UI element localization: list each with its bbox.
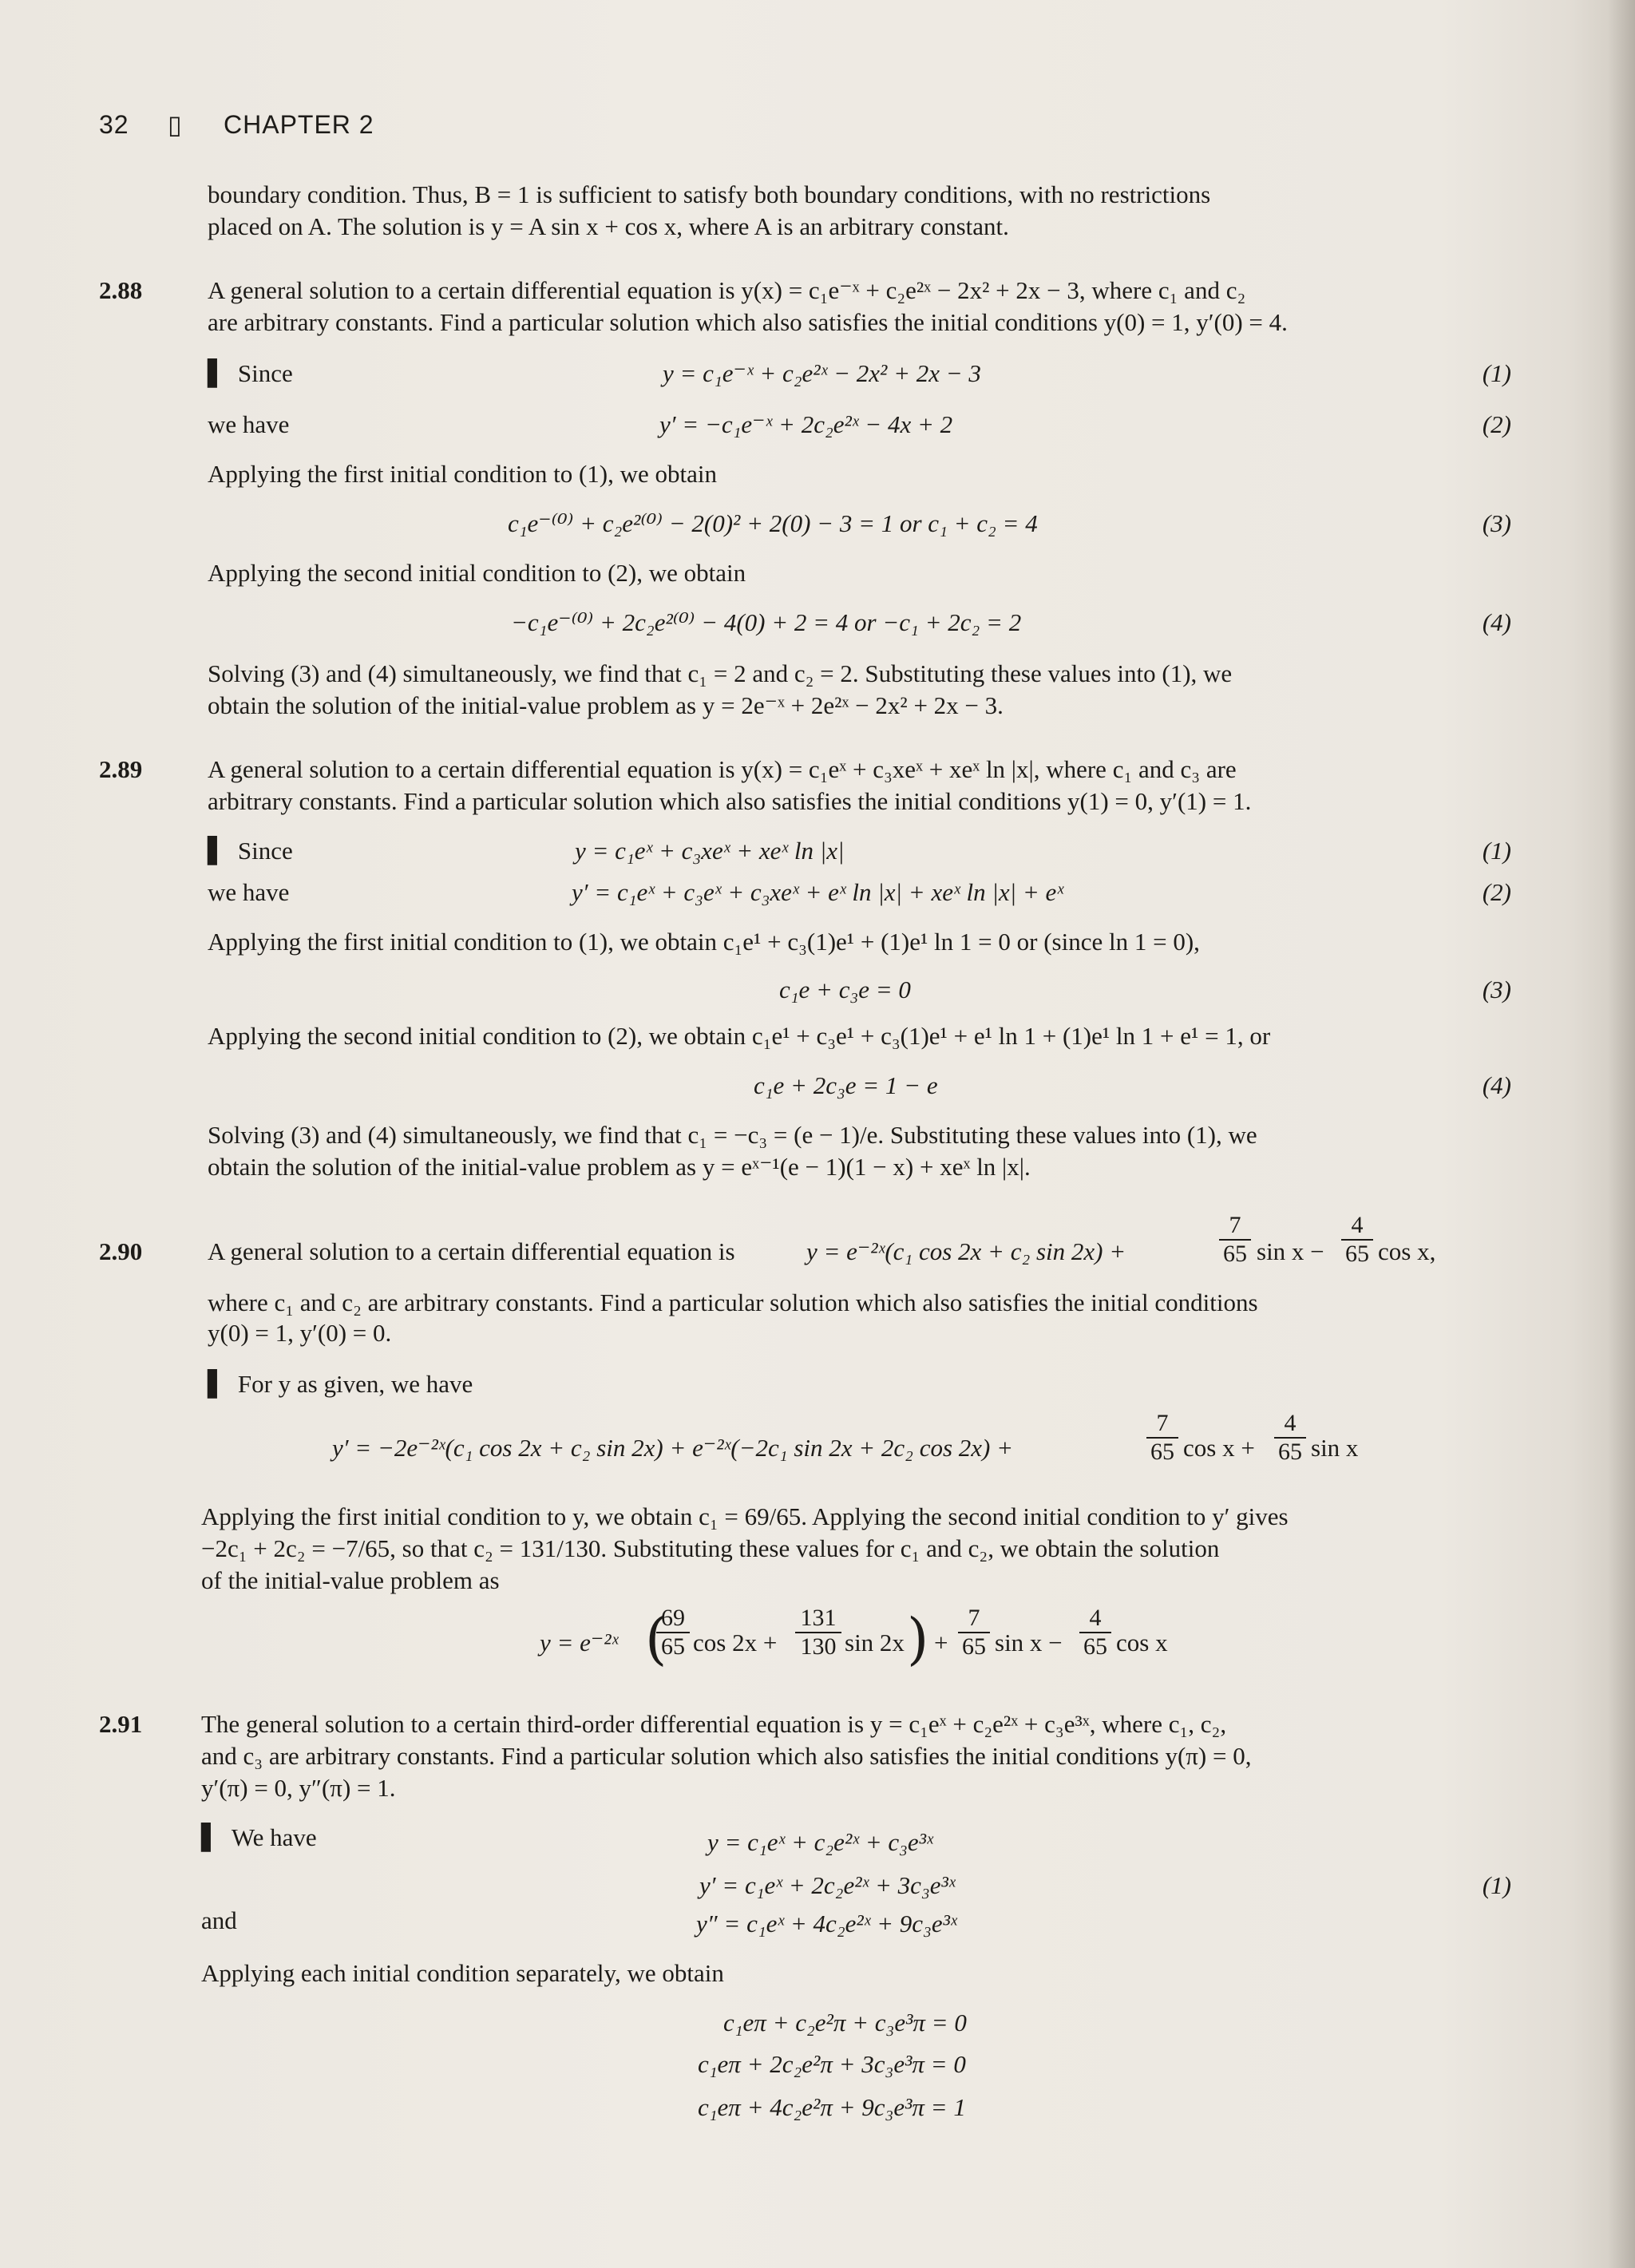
- p289-we-have: we have: [208, 878, 290, 906]
- intro-line-2: placed on A. The solution is y = A sin x + cos x, where A is an arbitrary constant.: [208, 212, 1009, 240]
- problem-number-2-89: 2.89: [99, 755, 143, 783]
- problem-number-2-91: 2.91: [99, 1710, 143, 1738]
- p290-statement-lead: A general solution to a certain differential equation is: [208, 1237, 735, 1265]
- p289-eq3: c₁e + c₃e = 0: [779, 976, 911, 1003]
- p290-statement-1: where c₁ and c₂ are arbitrary constants. Find a particular solution which also satisfies the initial conditions: [208, 1288, 1258, 1316]
- p291-statement-2: and c₃ are arbitrary constants. Find a particular solution which also satisfies the initial conditions y(π) = 0,: [201, 1742, 1252, 1770]
- p289-apply-2: Applying the second initial condition to (2), we obtain c₁e¹ + c₃e¹ + c₃(1)e¹ + e¹ ln 1 + (1)e¹ ln 1 + e¹ = 1, or: [208, 1022, 1271, 1050]
- p291-system-2: c₁eπ + 2c₂e²π + 3c₃e³π = 0: [698, 2050, 966, 2078]
- p290-solution-sin: sin 2x: [845, 1629, 905, 1656]
- p289-label-3: (3): [1482, 976, 1511, 1003]
- fraction-7-65: 7 65: [958, 1605, 990, 1660]
- p288-statement-1: A general solution to a certain differential equation is y(x) = c₁e⁻ˣ + c₂e²ˣ − 2x² + 2x − 3, where c₁ and c₂: [208, 276, 1246, 304]
- p291-and: and: [201, 1906, 237, 1934]
- page-edge-shadow: [1608, 0, 1635, 2268]
- p288-since: ▌ Since: [208, 359, 293, 388]
- page-number: 32: [99, 110, 129, 139]
- fraction-131-130: 131 130: [795, 1605, 841, 1660]
- p288-label-3: (3): [1482, 509, 1511, 537]
- p288-label-1: (1): [1482, 359, 1511, 387]
- problem-number-2-88: 2.88: [99, 276, 143, 304]
- p288-eq3: c₁e⁻⁽⁰⁾ + c₂e²⁽⁰⁾ − 2(0)² + 2(0) − 3 = 1 or c₁ + c₂ = 4: [508, 509, 1038, 537]
- p291-apply: Applying each initial condition separately, we obtain: [201, 1959, 724, 1987]
- p289-label-1: (1): [1482, 837, 1511, 865]
- p288-apply-1: Applying the first initial condition to (1), we obtain: [208, 460, 717, 488]
- p289-eq1: y = c₁eˣ + c₃xeˣ + xeˣ ln |x|: [575, 837, 845, 865]
- solution-mark-icon: ▌: [208, 837, 227, 865]
- p290-solution-y: y = e⁻²ˣ: [540, 1629, 619, 1656]
- p289-label-4: (4): [1482, 1071, 1511, 1099]
- solution-mark-icon: ▌: [208, 359, 227, 388]
- fraction-4-65: 4 65: [1341, 1212, 1373, 1268]
- p289-apply-1: Applying the first initial condition to (1), we obtain c₁e¹ + c₃(1)e¹ + (1)e¹ ln 1 = 0 or (since ln 1 = 0),: [208, 928, 1200, 956]
- fraction-69-65: 69 65: [656, 1605, 690, 1660]
- p290-derivative-mid: cos x +: [1183, 1434, 1255, 1462]
- p289-statement-1: A general solution to a certain differential equation is y(x) = c₁eˣ + c₃xeˣ + xeˣ ln |x|, where c₁ and c₃ are: [208, 755, 1237, 783]
- p288-eq1: y = c₁e⁻ˣ + c₂e²ˣ − 2x² + 2x − 3: [663, 359, 981, 387]
- p291-eq-a: y = c₁eˣ + c₂e²ˣ + c₃e³ˣ: [707, 1828, 933, 1856]
- p290-apply-3: of the initial-value problem as: [201, 1566, 500, 1594]
- p290-solution-plus: +: [934, 1629, 948, 1656]
- p289-solve-1: Solving (3) and (4) simultaneously, we find that c₁ = −c₃ = (e − 1)/e. Substituting these values into (1), we: [208, 1121, 1257, 1149]
- chapter-title: CHAPTER 2: [224, 110, 374, 139]
- p290-statement-eq: y = e⁻²ˣ(c₁ cos 2x + c₂ sin 2x) +: [806, 1237, 1126, 1265]
- p290-solution-sinx: sin x −: [995, 1629, 1063, 1656]
- p289-solve-2: obtain the solution of the initial-value problem as y = eˣ⁻¹(e − 1)(1 − x) + xeˣ ln |x|.: [208, 1153, 1031, 1181]
- p290-derivative-eq: y′ = −2e⁻²ˣ(c₁ cos 2x + c₂ sin 2x) + e⁻²ˣ(−2c₁ sin 2x + 2c₂ cos 2x) +: [332, 1434, 1014, 1462]
- p290-for-y: ▌ For y as given, we have: [208, 1370, 473, 1399]
- p291-label-1: (1): [1482, 1871, 1511, 1899]
- solution-mark-icon: ▌: [201, 1823, 220, 1852]
- p288-label-4: (4): [1482, 608, 1511, 636]
- p289-label-2: (2): [1482, 878, 1511, 906]
- problem-number-2-90: 2.90: [99, 1237, 143, 1265]
- left-paren: (: [645, 1606, 667, 1672]
- p288-apply-2: Applying the second initial condition to (2), we obtain: [208, 559, 746, 587]
- p290-statement-mid: sin x −: [1257, 1237, 1324, 1265]
- p288-solve-1: Solving (3) and (4) simultaneously, we find that c₁ = 2 and c₂ = 2. Substituting these values into (1), we: [208, 659, 1233, 687]
- p290-solution-cosx: cos x: [1116, 1629, 1168, 1656]
- p288-statement-2: are arbitrary constants. Find a particular solution which also satisfies the initial conditions y(0) = 1, y′(0) = 4.: [208, 308, 1288, 336]
- p288-we-have: we have: [208, 410, 290, 438]
- p289-eq4: c₁e + 2c₃e = 1 − e: [754, 1071, 938, 1099]
- p291-statement-1: The general solution to a certain third-order differential equation is y = c₁eˣ + c₂e²ˣ + c₃e³ˣ, where c₁, c₂,: [201, 1710, 1227, 1738]
- fraction-7-65: 7 65: [1146, 1410, 1178, 1466]
- fraction-7-65: 7 65: [1219, 1212, 1251, 1268]
- p291-we-have: ▌ We have: [201, 1823, 317, 1852]
- header-separator: ▯: [168, 110, 183, 139]
- p290-apply-2: −2c₁ + 2c₂ = −7/65, so that c₂ = 131/130. Substituting these values for c₁ and c₂, we obtain the solution: [201, 1534, 1220, 1562]
- p291-eq-b: y′ = c₁eˣ + 2c₂e²ˣ + 3c₃e³ˣ: [699, 1871, 956, 1899]
- p291-eq-c: y″ = c₁eˣ + 4c₂e²ˣ + 9c₃e³ˣ: [696, 1910, 957, 1937]
- p291-system-1: c₁eπ + c₂e²π + c₃e³π = 0: [723, 2009, 967, 2036]
- fraction-4-65: 4 65: [1079, 1605, 1111, 1660]
- p290-statement-2: y(0) = 1, y′(0) = 0.: [208, 1319, 392, 1347]
- p288-eq4: −c₁e⁻⁽⁰⁾ + 2c₂e²⁽⁰⁾ − 4(0) + 2 = 4 or −c₁ + 2c₂ = 2: [511, 608, 1022, 636]
- p290-solution-cos: cos 2x +: [693, 1629, 778, 1656]
- p289-eq2: y′ = c₁eˣ + c₃eˣ + c₃xeˣ + eˣ ln |x| + xeˣ ln |x| + eˣ: [572, 878, 1064, 906]
- fraction-4-65: 4 65: [1274, 1410, 1306, 1466]
- p289-since: ▌ Since: [208, 837, 293, 865]
- p288-solve-2: obtain the solution of the initial-value problem as y = 2e⁻ˣ + 2e²ˣ − 2x² + 2x − 3.: [208, 691, 1004, 719]
- intro-line-1: boundary condition. Thus, B = 1 is sufficient to satisfy both boundary conditions, with no restrictions: [208, 180, 1211, 208]
- p291-system-3: c₁eπ + 4c₂e²π + 9c₃e³π = 1: [698, 2093, 966, 2121]
- p288-label-2: (2): [1482, 410, 1511, 438]
- p290-apply-1: Applying the first initial condition to y, we obtain c₁ = 69/65. Applying the second initial condition to y′ gives: [201, 1502, 1289, 1530]
- p290-statement-tail: cos x,: [1378, 1237, 1436, 1265]
- p288-eq2: y′ = −c₁e⁻ˣ + 2c₂e²ˣ − 4x + 2: [659, 410, 953, 438]
- solution-mark-icon: ▌: [208, 1370, 227, 1399]
- p290-derivative-tail: sin x: [1311, 1434, 1359, 1462]
- p291-statement-3: y′(π) = 0, y″(π) = 1.: [201, 1774, 396, 1802]
- p289-statement-2: arbitrary constants. Find a particular solution which also satisfies the initial conditions y(1) = 0, y′(1) = 1.: [208, 787, 1252, 815]
- right-paren: ): [907, 1606, 929, 1672]
